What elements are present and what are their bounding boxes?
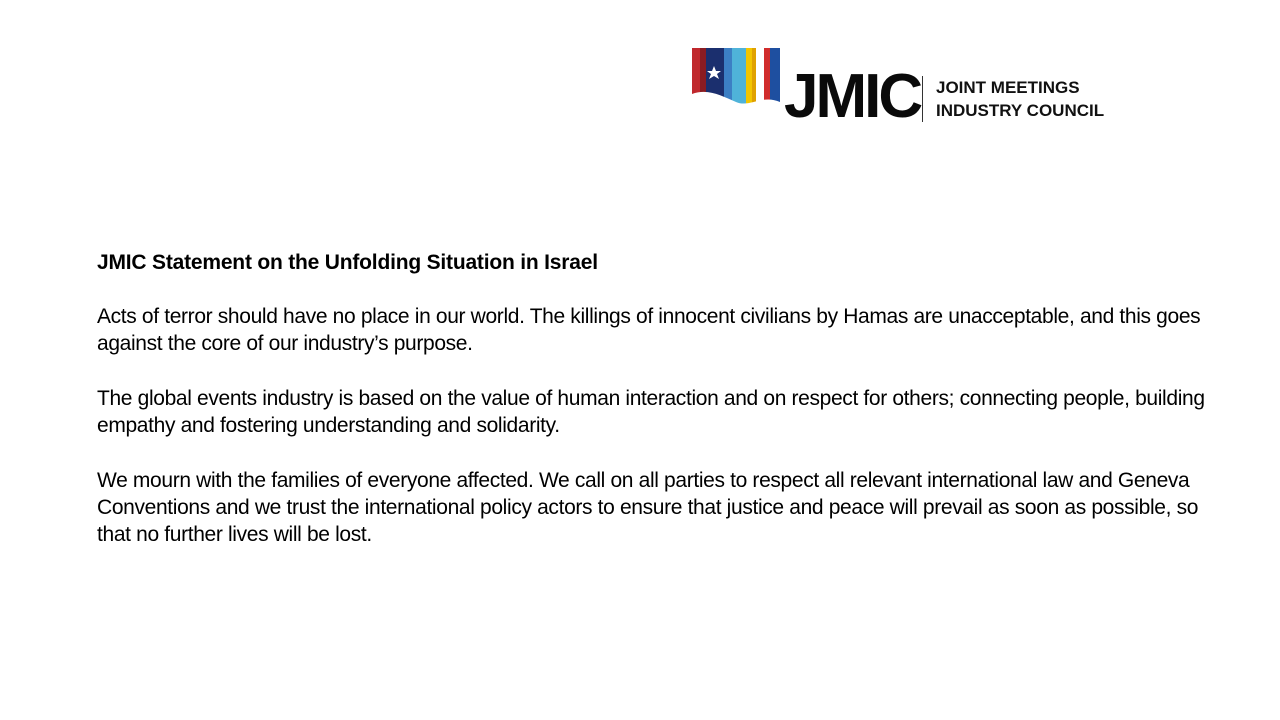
- logo-name-line-1: JOINT MEETINGS: [936, 78, 1080, 97]
- logo-organization-name: [936, 76, 1104, 122]
- statement-paragraph-3: We mourn with the families of everyone affected. We call on all parties to respect all relevant international law and Geneva Conventions and we trust the international policy actors to ensure that justice and peace will prevail as soon as possible, so that no further lives will be lost.: [97, 469, 1199, 546]
- logo-name-line-2: INDUSTRY COUNCIL: [936, 101, 1105, 120]
- flag-banner-icon: [692, 48, 780, 106]
- logo-divider: [922, 76, 923, 122]
- jmic-logo: [692, 48, 1105, 134]
- statement-body: [97, 249, 1232, 576]
- statement-paragraph-1: Acts of terror should have no place in our world. The killings of innocent civilians by Hamas are unacceptable, and this goes against the core of our industry’s purpose.: [97, 305, 1201, 355]
- statement-title: JMIC Statement on the Unfolding Situation in Israel: [97, 251, 598, 274]
- logo-acronym: JMIC: [784, 62, 921, 131]
- statement-paragraph-2: The global events industry is based on the value of human interaction and on respect for others; connecting people, building empathy and fostering understanding and solidarity.: [97, 387, 1205, 437]
